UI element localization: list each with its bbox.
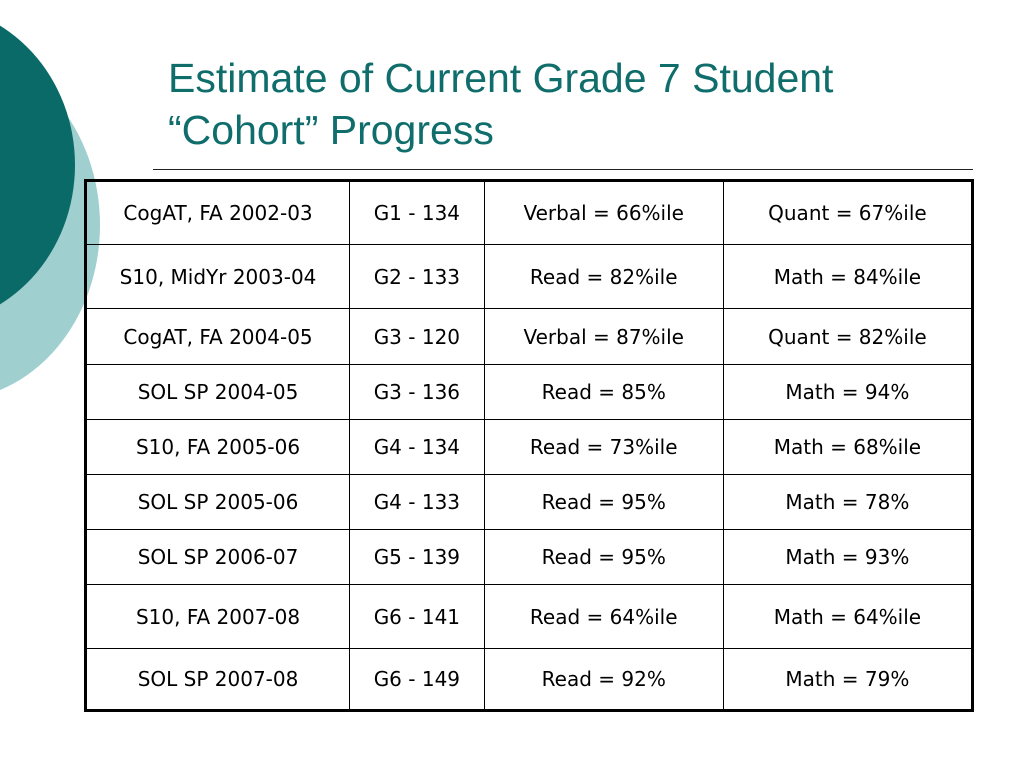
grade-score-cell: G6 - 149 [350,649,485,711]
math-quant-cell: Math = 68%ile [723,420,972,475]
table-row [86,585,973,649]
table-row [86,245,973,309]
assessment-cell: CogAT, FA 2002-03 [86,181,350,245]
reading-verbal-cell: Read = 64%ile [484,585,723,649]
math-quant-cell: Math = 79% [723,649,972,711]
reading-verbal-cell: Read = 95% [484,530,723,585]
assessment-cell: CogAT, FA 2004-05 [86,309,350,365]
grade-score-cell: G3 - 136 [350,365,485,420]
table-row [86,309,973,365]
table-row [86,649,973,711]
reading-verbal-cell: Read = 85% [484,365,723,420]
math-quant-cell: Quant = 82%ile [723,309,972,365]
grade-score-cell: G3 - 120 [350,309,485,365]
math-quant-cell: Quant = 67%ile [723,181,972,245]
table-row [86,181,973,245]
assessment-cell: SOL SP 2007-08 [86,649,350,711]
reading-verbal-cell: Verbal = 66%ile [484,181,723,245]
table-row [86,530,973,585]
math-quant-cell: Math = 64%ile [723,585,972,649]
assessment-cell: S10, MidYr 2003-04 [86,245,350,309]
title-divider [153,169,973,170]
table-row [86,475,973,530]
math-quant-cell: Math = 78% [723,475,972,530]
reading-verbal-cell: Read = 73%ile [484,420,723,475]
reading-verbal-cell: Read = 82%ile [484,245,723,309]
math-quant-cell: Math = 93% [723,530,972,585]
grade-score-cell: G5 - 139 [350,530,485,585]
grade-score-cell: G1 - 134 [350,181,485,245]
reading-verbal-cell: Verbal = 87%ile [484,309,723,365]
assessment-cell: SOL SP 2006-07 [86,530,350,585]
grade-score-cell: G6 - 141 [350,585,485,649]
assessment-cell: SOL SP 2004-05 [86,365,350,420]
grade-score-cell: G4 - 134 [350,420,485,475]
reading-verbal-cell: Read = 95% [484,475,723,530]
title-line-1: Estimate of Current Grade 7 Student [168,55,834,101]
assessment-cell: SOL SP 2005-06 [86,475,350,530]
assessment-cell: S10, FA 2005-06 [86,420,350,475]
slide-title [168,52,833,156]
assessment-cell: S10, FA 2007-08 [86,585,350,649]
table-row [86,420,973,475]
grade-score-cell: G2 - 133 [350,245,485,309]
title-line-2: “Cohort” Progress [168,107,494,153]
reading-verbal-cell: Read = 92% [484,649,723,711]
table-row [86,365,973,420]
math-quant-cell: Math = 94% [723,365,972,420]
math-quant-cell: Math = 84%ile [723,245,972,309]
grade-score-cell: G4 - 133 [350,475,485,530]
cohort-progress-table [84,179,974,712]
